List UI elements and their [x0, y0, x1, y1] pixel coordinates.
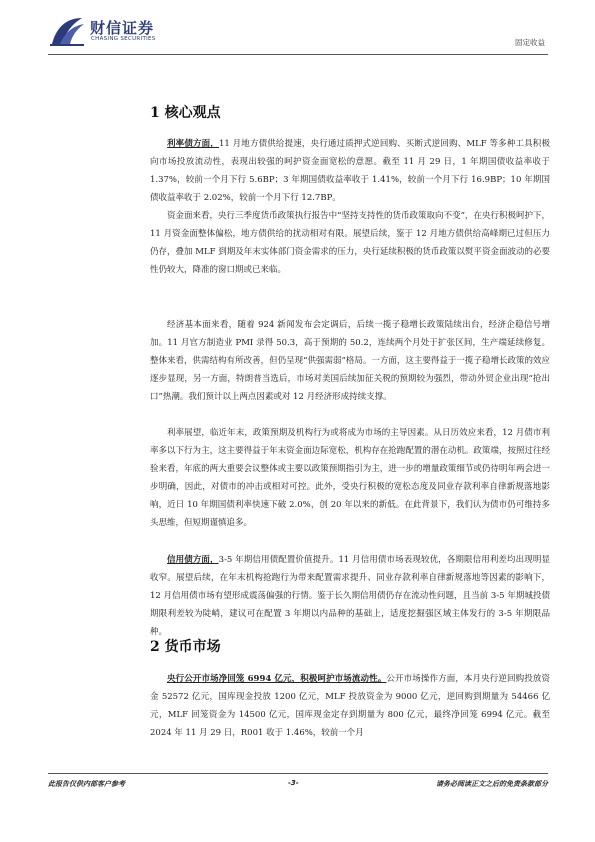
header-divider — [48, 54, 548, 55]
paragraph-text: 资金面来看，央行三季度货币政策执行报告中“坚持支持性的货币政策取向不变”，在央行积极呵护下，11 月资金面整体偏松，地方债供给的扰动相对有限。展望后续，鉴于 12 月地方债供给高峰期已过但压力仍存，叠加 MLF 到期及年末实体部门资金需求的压力，央行延续积极的货币政策以熨平资金面波动的必要性仍较大，降准的窗口期或已来临。 — [150, 211, 550, 275]
section-title-money-market: 2 货币市场 — [150, 639, 221, 655]
paragraph-lead: 央行公开市场净回笼 6994 亿元，积极呵护市场流动性。 — [167, 674, 387, 684]
paragraph-text: 11 月地方债供给提速，央行通过质押式逆回购、买断式逆回购、MLF 等多种工具积极向市场投放流动性，表现出较强的呵护资金面宽松的意愿。截至 11 月 29 日，1 年期国债收益率收于 1.37%，较前一个月下行 5.6BP；3 年期国债收益率收于 1.41%，较前一个月下行 16.9BP；10 年期国债收益率收于 2.02%，较前一个月下行 12.7BP。 — [150, 139, 550, 203]
footer-disclaimer-left: 此报告仅供内部客户参考 — [48, 780, 125, 788]
company-logo — [48, 14, 198, 48]
footer-disclaimer-right: 请务必阅读正文之后的免责条款部分 — [436, 780, 548, 788]
paragraph-text: 利率展望，临近年末，政策预期及机构行为或将成为市场的主导因素。从日历效应来看，12 月债市利率多以下行为主，这主要得益于年末资金面边际宽松，机构存在抢跑配置的潜在动机。政策端，按照过往经验来看，年底的两大重要会议整体或主要以政策预期指引为主，进一步的增量政策细节或仍待明年两会进一步明确，因此，对债市的冲击或相对可控。此外，受央行积极的宽松态度及同业存款利率自律新规落地影响，近日 10 年期国债利率快速下破 2.0%，创 20 年以来的新低。在此背景下，我们认为债市仍可维持多头思维，但短期谨慎追多。 — [150, 428, 550, 528]
paragraph-credit — [150, 551, 550, 641]
paragraph-fundamentals — [150, 316, 550, 406]
logo-english-name: CHASING SECURITIES — [91, 36, 156, 42]
footer-divider — [48, 773, 548, 774]
page-number: -3- — [288, 779, 299, 787]
paragraph-liquidity — [150, 207, 550, 279]
paragraph-rate-outlook — [150, 424, 550, 532]
logo-chinese-name: 财信证券 — [90, 19, 155, 37]
paragraph-text: 公开市场操作方面，本月央行逆回购投放资金 52572 亿元，国库现金投放 1200 亿元，MLF 投放资金为 9000 亿元，逆回购到期量为 54466 亿元，MLF 回笼资金为 14500 亿元，国库现金定存到期量为 800 亿元，最终净回笼 6994 亿元。截至 2024 年 11 月 29 日，R001 收于 1.46%，较前一个月 — [150, 674, 550, 738]
page-header — [0, 0, 595, 62]
paragraph-lead: 利率债方面， — [167, 139, 219, 149]
section-title-core-views: 1 核心观点 — [150, 105, 221, 121]
report-category: 固定收益 — [515, 38, 545, 47]
paragraph-text: 经济基本面来看，随着 924 新闻发布会定调后，后续一揽子稳增长政策陆续出台，经济企稳信号增加。11 月官方制造业 PMI 录得 50.3，高于预期的 50.2，连续两个月处于扩张区间，生产端延续修复。整体来看，供需结构有所改善，但仍呈现“供强需弱”格局。一方面，这主要得益于一揽子稳增长政策的效应逐步显现，另一方面，特朗普当选后，市场对美国后续加征关税的预期较为强烈，带动外贸企业出现“抢出口”热潮。我们预计以上两点因素或对 12 月经济形成持续支撑。 — [150, 320, 550, 402]
paragraph-open-market — [150, 670, 550, 742]
logo-emblem-icon — [48, 14, 86, 48]
paragraph-lead: 信用债方面， — [167, 555, 219, 565]
paragraph-text: 3-5 年期信用债配置价值提升。11 月信用债市场表现较优，各期限信用利差均出现明显收窄。展望后续，在年末机构抢跑行为带来配置需求提升、同业存款利率自律新规落地等因素的影响下，12 月信用债市场有望形成震荡偏强的行情。鉴于长久期信用债仍存在流动性问题，且当前 3-5 年期城投债期限利差较为陡峭，建议可在配置 3 年期以内品种的基础上，适度挖掘强区域主体发行的 3-5 年期限品种。 — [150, 555, 550, 637]
paragraph-rates — [150, 135, 550, 207]
